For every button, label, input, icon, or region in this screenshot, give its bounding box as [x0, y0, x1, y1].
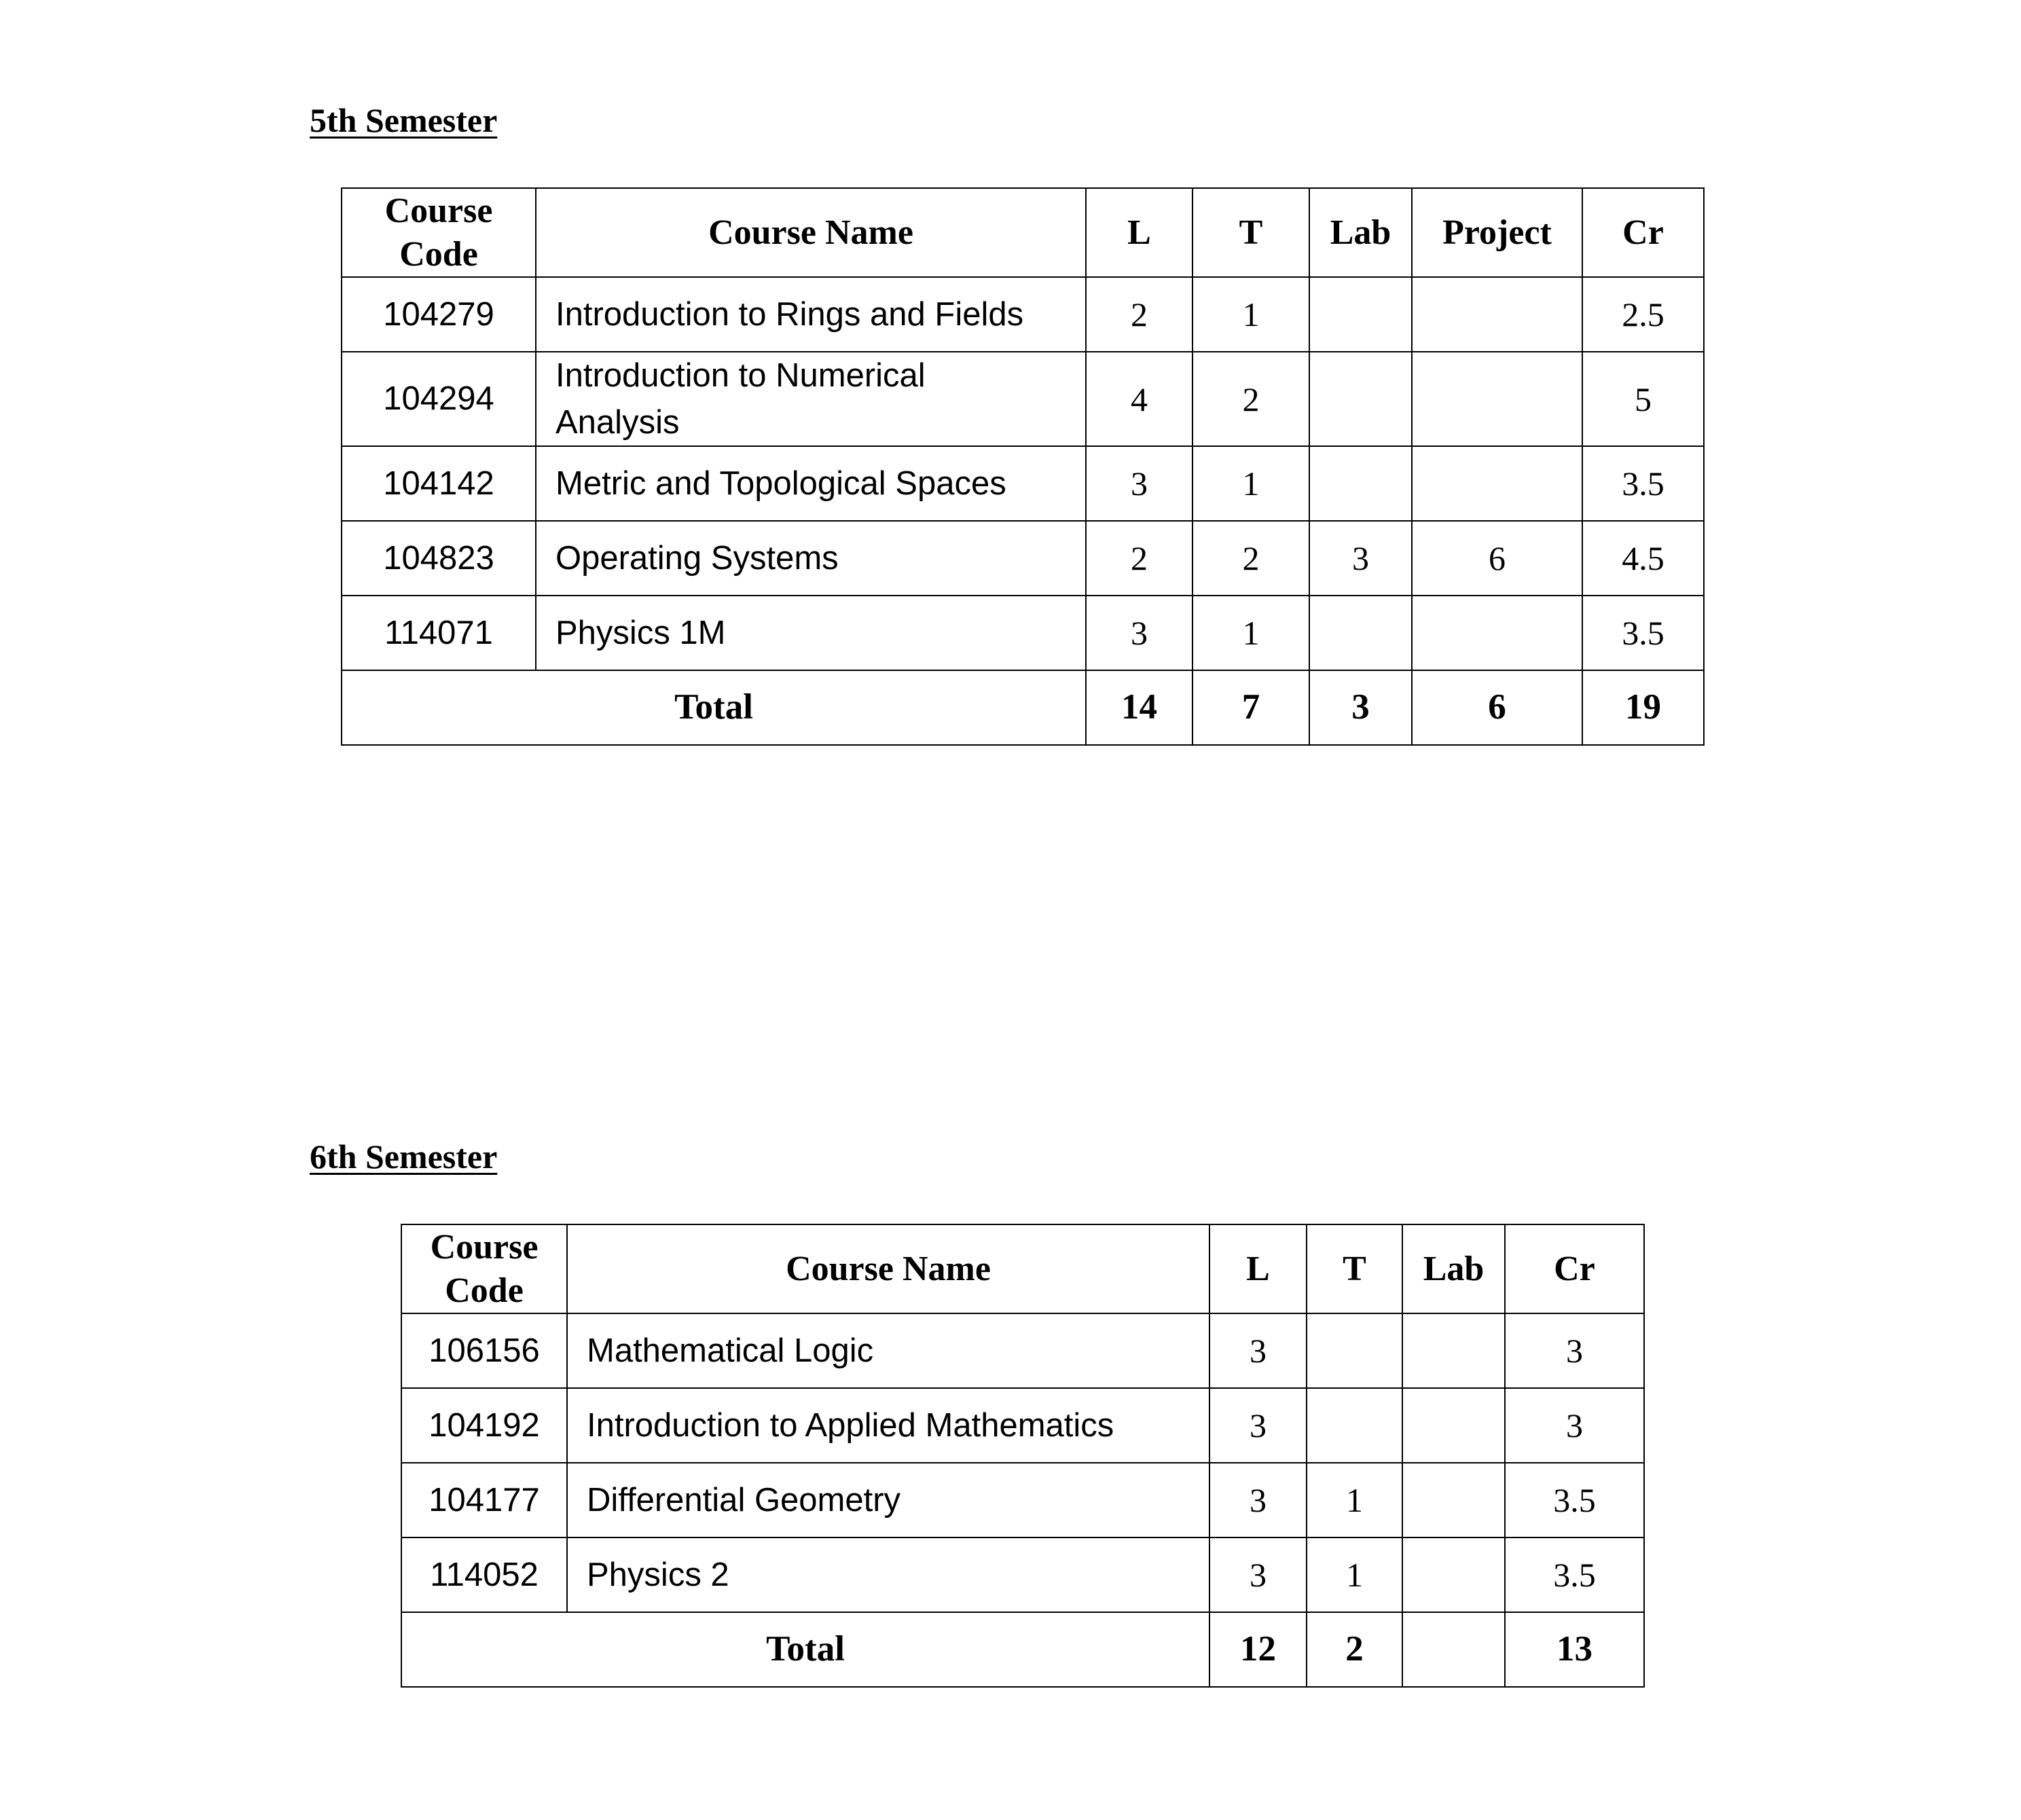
lecture-hours: 3: [1209, 1388, 1307, 1463]
total-lab: 3: [1309, 670, 1412, 745]
total-row: [342, 670, 1704, 745]
tutorial-hours: 2: [1192, 521, 1309, 596]
lecture-hours: 3: [1209, 1463, 1307, 1537]
course-name: Physics 2: [567, 1537, 1209, 1612]
tutorial-hours: [1307, 1313, 1402, 1388]
header-lab: Lab: [1309, 188, 1412, 277]
lecture-hours: 2: [1086, 277, 1192, 352]
semester-6-table: [401, 1224, 1645, 1688]
lecture-hours: 2: [1086, 521, 1192, 596]
lab-hours: [1402, 1313, 1505, 1388]
credits: 3: [1505, 1388, 1644, 1463]
lecture-hours: 3: [1086, 596, 1192, 670]
table-row: [342, 446, 1704, 521]
credits: 4.5: [1582, 521, 1704, 596]
course-name: Mathematical Logic: [567, 1313, 1209, 1388]
course-code: 104192: [401, 1388, 567, 1463]
tutorial-hours: 1: [1192, 277, 1309, 352]
course-name: Metric and Topological Spaces: [536, 446, 1086, 521]
header-cr: Cr: [1582, 188, 1704, 277]
total-lecture: 12: [1209, 1612, 1307, 1687]
header-t: T: [1192, 188, 1309, 277]
tutorial-hours: [1307, 1388, 1402, 1463]
total-lab: [1402, 1612, 1505, 1687]
credits: 3.5: [1582, 596, 1704, 670]
course-name: Introduction to Numerical Analysis: [536, 352, 1086, 446]
lecture-hours: 4: [1086, 352, 1192, 446]
total-row: [401, 1612, 1644, 1687]
header-course-code: Course Code: [401, 1224, 567, 1313]
course-code: 114052: [401, 1537, 567, 1612]
total-label: Total: [401, 1612, 1209, 1687]
header-t: T: [1307, 1224, 1402, 1313]
total-credits: 19: [1582, 670, 1704, 745]
course-code: 104177: [401, 1463, 567, 1537]
semester-5-heading: 5th Semester: [310, 101, 498, 139]
semester-5-table: [341, 187, 1705, 746]
credits: 3.5: [1505, 1463, 1644, 1537]
header-lab: Lab: [1402, 1224, 1505, 1313]
project-hours: [1412, 277, 1582, 352]
header-course-code: Course Code: [342, 188, 536, 277]
lab-hours: 3: [1309, 521, 1412, 596]
credits: 5: [1582, 352, 1704, 446]
header-l: L: [1086, 188, 1192, 277]
course-name: Introduction to Applied Mathematics: [567, 1388, 1209, 1463]
header-course-name: Course Name: [567, 1224, 1209, 1313]
course-code: 106156: [401, 1313, 567, 1388]
course-code: 104279: [342, 277, 536, 352]
header-row: [401, 1224, 1644, 1313]
semester-6-heading: 6th Semester: [310, 1138, 498, 1176]
course-code: 104294: [342, 352, 536, 446]
lab-hours: [1309, 446, 1412, 521]
lecture-hours: 3: [1209, 1313, 1307, 1388]
table-row: [401, 1537, 1644, 1612]
table-row: [342, 596, 1704, 670]
credits: 3: [1505, 1313, 1644, 1388]
lab-hours: [1402, 1388, 1505, 1463]
credits: 2.5: [1582, 277, 1704, 352]
lab-hours: [1309, 596, 1412, 670]
total-project: 6: [1412, 670, 1582, 745]
lab-hours: [1309, 352, 1412, 446]
tutorial-hours: 2: [1192, 352, 1309, 446]
table-row: [342, 521, 1704, 596]
course-name: Operating Systems: [536, 521, 1086, 596]
header-l: L: [1209, 1224, 1307, 1313]
header-project: Project: [1412, 188, 1582, 277]
total-lecture: 14: [1086, 670, 1192, 745]
table-row: [401, 1313, 1644, 1388]
credits: 3.5: [1582, 446, 1704, 521]
course-name: Differential Geometry: [567, 1463, 1209, 1537]
course-code: 104823: [342, 521, 536, 596]
credits: 3.5: [1505, 1537, 1644, 1612]
total-label: Total: [342, 670, 1086, 745]
total-tutorial: 7: [1192, 670, 1309, 745]
lab-hours: [1402, 1463, 1505, 1537]
tutorial-hours: 1: [1192, 446, 1309, 521]
lecture-hours: 3: [1209, 1537, 1307, 1612]
course-code: 104142: [342, 446, 536, 521]
course-name: Physics 1M: [536, 596, 1086, 670]
project-hours: 6: [1412, 521, 1582, 596]
tutorial-hours: 1: [1192, 596, 1309, 670]
table-row: [342, 277, 1704, 352]
table-row: [342, 352, 1704, 446]
course-name: Introduction to Rings and Fields: [536, 277, 1086, 352]
header-cr: Cr: [1505, 1224, 1644, 1313]
table-row: [401, 1388, 1644, 1463]
header-row: [342, 188, 1704, 277]
project-hours: [1412, 596, 1582, 670]
header-course-name: Course Name: [536, 188, 1086, 277]
project-hours: [1412, 352, 1582, 446]
lab-hours: [1309, 277, 1412, 352]
lab-hours: [1402, 1537, 1505, 1612]
total-credits: 13: [1505, 1612, 1644, 1687]
course-code: 114071: [342, 596, 536, 670]
project-hours: [1412, 446, 1582, 521]
total-tutorial: 2: [1307, 1612, 1402, 1687]
table-row: [401, 1463, 1644, 1537]
lecture-hours: 3: [1086, 446, 1192, 521]
tutorial-hours: 1: [1307, 1537, 1402, 1612]
tutorial-hours: 1: [1307, 1463, 1402, 1537]
